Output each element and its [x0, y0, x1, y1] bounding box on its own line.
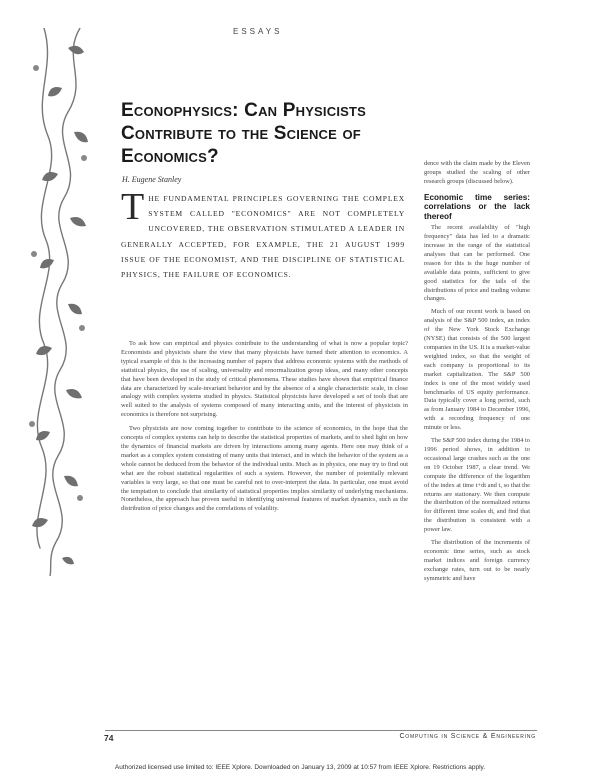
body-paragraph: Two physicists are now coming together to contribute to the science of economics, in the hope that the concepts of complex systems can help to describe the statistical properties of markets, and to shed light on how the dynamics of financial markets are driven by interactions among many agents. Here one may think of a market as a complex system consisting of many units that interact, and in which the behavior of the system as a whole cannot be deduced from the behavior of the individual units. Much as in physics, one may try to find out what are the robust statistical regularities of such a system. However, the number of potentially relevant variables is very large, so that one must be careful not to over-interpret the data. In particular, one must avoid the temptation to conclude that similarity of statistical properties implies similarity of underlying mechanisms. Nonetheless, the approach has proven useful in identifying universal features of market dynamics, such as the distribution of price changes and the correlations of volatility.	[121, 425, 408, 513]
right-column	[424, 160, 530, 588]
column-paragraph: The distribution of the increments of economic time series, such as stock market indices and foreign currency exchange rates, turn out to be nearly symmetric and have	[424, 539, 530, 582]
author-byline: H. Eugene Stanley	[122, 175, 182, 184]
section-heading: Economic time series: correlations or the lack thereof	[424, 192, 530, 221]
column-paragraph: Much of our recent work is based on analysis of the S&P 500 index, an index of the New York Stock Exchange (NYSE) that consists of the 500 largest companies in the US. It is a market-value weighted index, so that the weight of each company is proportional to its market capitalization. The S&P 500 index is one of the most widely used benchmarks of US equity performance. Data typically cover a long period, such as from January 1984 to December 1996, with a recording frequency of one minute or less.	[424, 308, 530, 432]
column-paragraph: The S&P 500 index during the 1984 to 1996 period shows, in addition to occasional large crashes such as the one on 19 October 1987, a clear trend. We compute the difference of the logarithm of the index at time t+dt and t, so that the returns are stationary. We then compute the distribution of the normalized returns for different time scales dt, and find that the distribution is consistent with a power law.	[424, 437, 530, 534]
decorative-vine-border	[22, 28, 96, 576]
drop-cap: T	[121, 186, 145, 228]
lead-paragraph	[121, 186, 405, 282]
column-intro: dence with the claim made by the Eleven groups studied the scaling of other research groups (discussed below).	[424, 160, 530, 185]
column-paragraph: The recent availability of "high frequency" data has led to a dramatic increase in the range of the statistical analyses that can be performed. One reason for this is the huge number of available data points, sufficient to give good statistics for the tails of the distributions of price and trading volume changes.	[424, 224, 530, 303]
footer-rule	[105, 730, 537, 731]
page-number: 74	[104, 733, 114, 743]
lead-text: HE FUNDAMENTAL PRINCIPLES GOVERNING THE COMPLEX SYSTEM CALLED "ECONOMICS" ARE NOT COMPLETELY UNCOVERED, THE OBSERVATION STIMULATED A LEADER IN GENERALLY ACCEPTED, FOR EXAMPLE, THE 21 AUGUST 1999 ISSUE OF THE ECONOMIST, AND THE DISCIPLINE OF STATISTICAL PHYSICS, THE FAILURE OF ECONOMICS.	[121, 194, 405, 280]
section-label: ESSAYS	[233, 27, 283, 36]
body-paragraph: To ask how can empirical and physics contribute to the understanding of what is now a popular topic? Economists and physicists share the view that many physicists have turned their attention to economics. A typical example of this is the increasing number of papers that address economic systems with the methods of statistical physics, the use of scaling, universality and renormalization group ideas, and many other concepts that have been developed in the study of critical phenomena. These studies have shown that empirical finance data are characterized by scale-invariant behavior and by the absence of a single characteristic scale, in close analogy with complex systems studied in physics. Statistical physicists have developed a set of tools that are well suited to the analysis of systems composed of many interacting units, and the interest of physicists in economics is therefore not surprising.	[121, 340, 408, 419]
license-notice: Authorized licensed use limited to: IEEE Xplore. Downloaded on January 13, 2009 at 10:57 from IEEE Xplore. Restrictions apply.	[114, 764, 486, 771]
journal-name: Computing in Science & Engineering	[399, 733, 536, 740]
body-column	[121, 340, 408, 519]
article-title: Econophysics: Can Physicists Contribute to the Science of Economics?	[121, 100, 367, 167]
